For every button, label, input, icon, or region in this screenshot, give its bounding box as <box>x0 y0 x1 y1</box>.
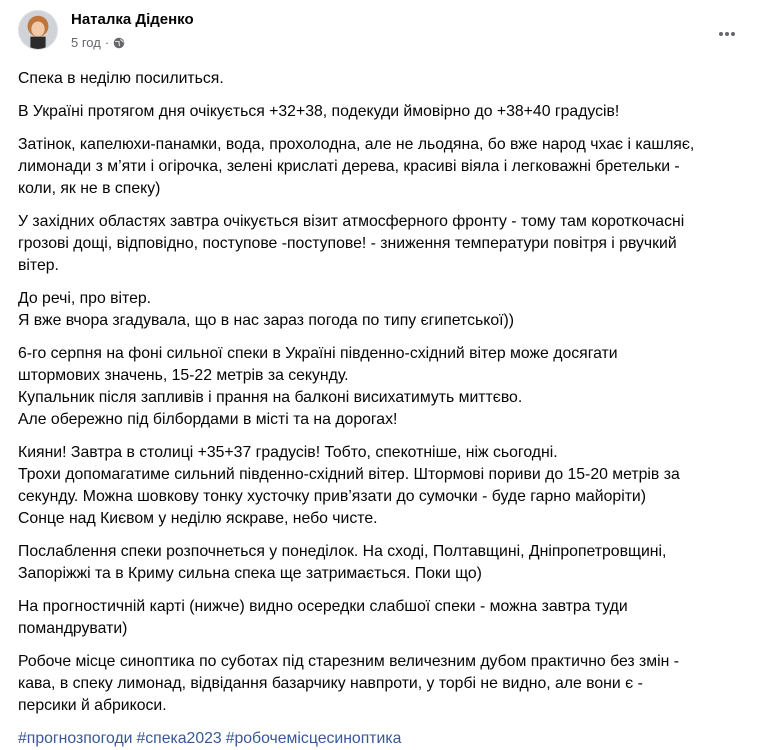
paragraph-line: До речі, про вітер. <box>18 290 152 307</box>
paragraph-line: коли, як не в спеку) <box>18 180 161 197</box>
separator-dot: · <box>104 35 110 50</box>
hashtag-link[interactable]: #спека2023 <box>136 730 222 747</box>
hashtags <box>18 728 748 750</box>
post-paragraph <box>18 211 748 277</box>
paragraph-line: Спека в неділю посилиться. <box>18 70 224 87</box>
paragraph-line: секунду. Можна шовкову тонку хусточку прив’язати до сумочки - буде гарно майоріти) <box>18 488 647 505</box>
post-paragraph <box>18 596 748 640</box>
paragraph-line: На прогностичній карті (нижче) видно осередки слабшої спеки - можна завтра туди <box>18 598 628 615</box>
paragraph-line: Сонце над Києвом у неділю яскраве, небо чисте. <box>18 510 378 527</box>
post-paragraph <box>18 651 748 717</box>
post-paragraph <box>18 442 748 530</box>
post-body <box>18 68 748 750</box>
paragraph-line: Запоріжжі та в Криму сильна спека ще затримається. Поки що) <box>18 565 482 582</box>
post-paragraph <box>18 541 748 585</box>
hashtag-link[interactable]: #прогнозпогоди <box>18 730 133 747</box>
paragraph-line: Але обережно під білбордами в місті та на дорогах! <box>18 411 398 428</box>
post-text <box>18 68 748 717</box>
avatar[interactable] <box>18 10 58 50</box>
globe-icon <box>113 37 125 49</box>
paragraph-line: помандрувати) <box>18 620 128 637</box>
paragraph-line: 6-го серпня на фоні сильної спеки в Україні південно-східний вітер може досягати <box>18 345 618 362</box>
post-paragraph <box>18 288 748 332</box>
avatar-image <box>19 11 57 49</box>
hashtag-link[interactable]: #робочемісцесиноптика <box>225 730 402 747</box>
paragraph-line: Робоче місце синоптика по суботах під старезним величезним дубом практично без змін - <box>18 653 680 670</box>
more-options-button[interactable] <box>709 16 745 52</box>
more-dots-icon <box>717 24 737 44</box>
paragraph-line: Кияни! Завтра в столиці +35+37 градусів! Тобто, спекотніше, ніж сьогодні. <box>18 444 558 461</box>
paragraph-line: штормових значень, 15-22 метрів за секунду. <box>18 367 349 384</box>
author-name[interactable]: Наталка Діденко <box>71 11 194 28</box>
post-header <box>18 10 745 60</box>
paragraph-line: Трохи допомагатиме сильний південно-східний вітер. Штормові пориви до 15-20 метрів за <box>18 466 680 483</box>
paragraph-line: кава, в спеку лимонад, відвідання базарчику навпроти, у торбі не видно, але вони є - <box>18 675 643 692</box>
paragraph-line: Затінок, капелюхи-панамки, вода, прохолодна, але не льодяна, бо вже народ чхає і кашляє, <box>18 136 695 153</box>
paragraph-line: Купальник після запливів і прання на балконі висихатимуть миттєво. <box>18 389 523 406</box>
paragraph-line: Послаблення спеки розпочнеться у понеділок. На сході, Полтавщині, Дніпропетровщині, <box>18 543 667 560</box>
post-paragraph <box>18 101 748 123</box>
paragraph-line: грозові дощі, відповідно, поступове -поступове! - зниження температури повітря і рвучкий <box>18 235 677 252</box>
paragraph-line: В Україні протягом дня очікується +32+38, подекуди ймовірно до +38+40 градусів! <box>18 103 620 120</box>
paragraph-line: У західних областях завтра очікується візит атмосферного фронту - тому там короткочасні <box>18 213 685 230</box>
post-meta <box>71 35 125 50</box>
paragraph-line: вітер. <box>18 257 59 274</box>
post-time[interactable]: 5 год <box>71 35 101 50</box>
paragraph-line: Я вже вчора згадувала, що в нас зараз погода по типу єгипетської)) <box>18 312 515 329</box>
paragraph-line: лимонади з м’яти і огірочка, зелені крислаті дерева, красиві віяла і легковажні бретельки - <box>18 158 680 175</box>
post-paragraph <box>18 68 748 90</box>
paragraph-line: персики й абрикоси. <box>18 697 167 714</box>
post-paragraph <box>18 134 748 200</box>
post-paragraph <box>18 343 748 431</box>
